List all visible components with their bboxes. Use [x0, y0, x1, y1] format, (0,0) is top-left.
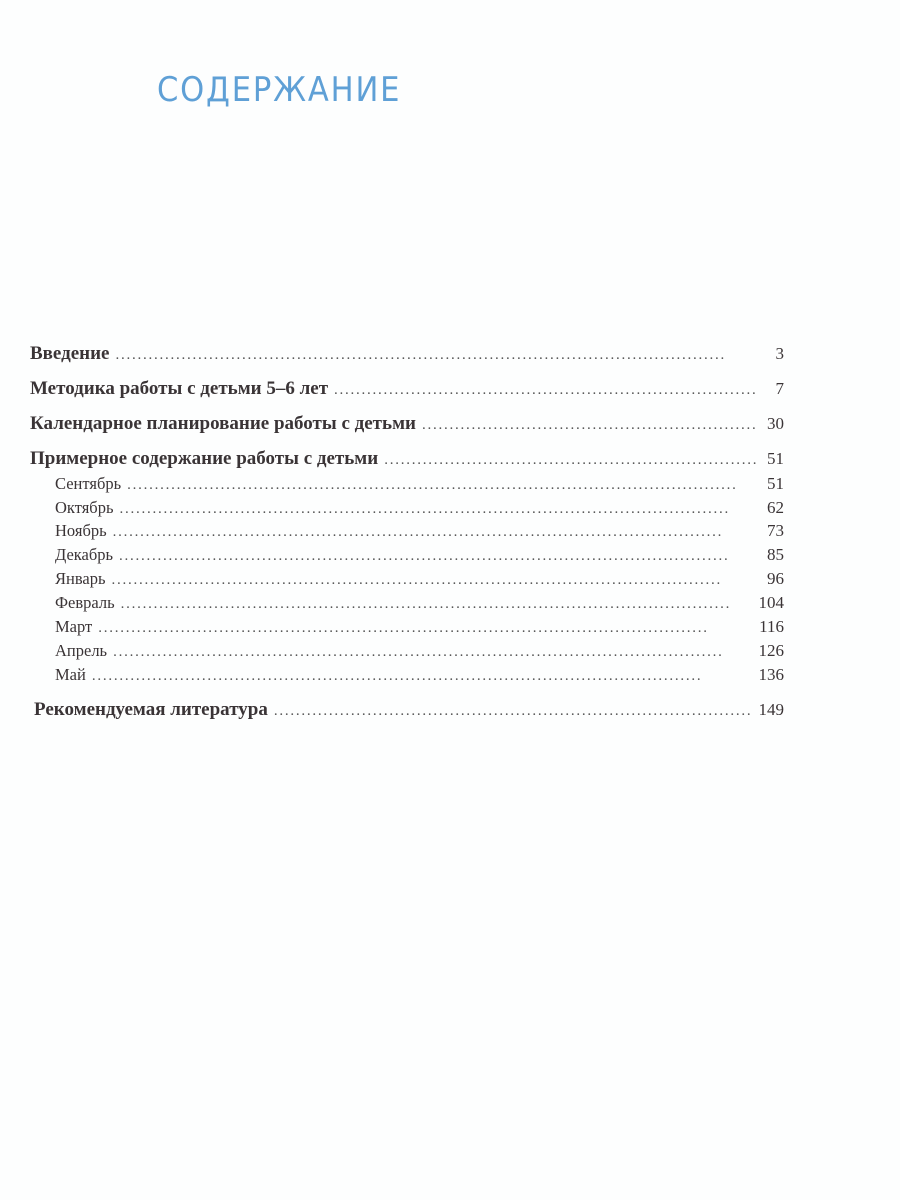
toc-subentry-page: 62	[767, 498, 784, 517]
toc-entry-label: Введение	[30, 343, 110, 364]
dot-leader	[121, 593, 753, 613]
toc-entry[interactable]	[30, 343, 784, 365]
toc-subentry-label: Март	[55, 617, 93, 636]
toc-subentry-label: Январь	[55, 569, 106, 588]
toc-subentry-label: Февраль	[55, 593, 115, 612]
toc-subentry[interactable]	[55, 498, 784, 518]
toc-entry-label: Календарное планирование работы с детьми	[30, 413, 416, 434]
toc-entry-label: Рекомендуемая литература	[34, 699, 268, 720]
toc-entry-page: 30	[767, 414, 784, 433]
toc-entry[interactable]	[30, 448, 784, 470]
dot-leader	[127, 474, 758, 494]
toc-subentry[interactable]	[55, 617, 784, 637]
toc-subentry[interactable]	[55, 665, 784, 685]
toc-entry[interactable]	[30, 378, 784, 400]
page-title: СОДЕРЖАНИЕ	[157, 70, 402, 110]
dot-leader	[422, 413, 758, 435]
toc-entry[interactable]	[34, 699, 784, 721]
dot-leader	[116, 343, 759, 365]
toc-entry-label: Методика работы с детьми 5–6 лет	[30, 378, 329, 399]
toc-subentry-label: Октябрь	[55, 498, 114, 517]
toc-subentry-page: 85	[767, 545, 784, 564]
toc-subentry[interactable]	[55, 569, 784, 589]
dot-leader	[384, 448, 758, 470]
toc-subentry-label: Ноябрь	[55, 521, 107, 540]
toc-subentry-page: 73	[767, 521, 784, 540]
toc-subentry-page: 116	[759, 617, 784, 636]
toc-entry[interactable]	[30, 413, 784, 435]
dot-leader	[98, 617, 753, 637]
toc-subentry-page: 126	[758, 641, 784, 660]
dot-leader	[119, 498, 758, 518]
toc-subentry-label: Сентябрь	[55, 474, 122, 493]
dot-leader	[112, 569, 758, 589]
toc-subentry[interactable]	[55, 521, 784, 541]
toc-subentry-label: Апрель	[55, 641, 108, 660]
toc-subentry-page: 96	[767, 569, 784, 588]
toc-subentry-page: 136	[758, 665, 784, 684]
toc-subentry-page: 104	[758, 593, 784, 612]
dot-leader	[113, 641, 752, 661]
toc-subentry[interactable]	[55, 593, 784, 613]
dot-leader	[274, 699, 753, 721]
toc-entry-page: 51	[767, 449, 784, 468]
toc-entry-page: 3	[775, 344, 784, 363]
toc-subentry[interactable]	[55, 474, 784, 494]
toc-subentry-page: 51	[767, 474, 784, 493]
dot-leader	[92, 665, 753, 685]
dot-leader	[113, 521, 758, 541]
toc-subentry[interactable]	[55, 545, 784, 565]
toc-entry-label: Примерное содержание работы с детьми	[30, 448, 379, 469]
toc-subentry-label: Декабрь	[55, 545, 114, 564]
toc-subentry[interactable]	[55, 641, 784, 661]
dot-leader	[334, 378, 758, 400]
dot-leader	[119, 545, 758, 565]
toc-subentry-label: Май	[55, 665, 86, 684]
toc-entry-page: 7	[775, 379, 784, 398]
toc-entry-page: 149	[758, 700, 784, 719]
